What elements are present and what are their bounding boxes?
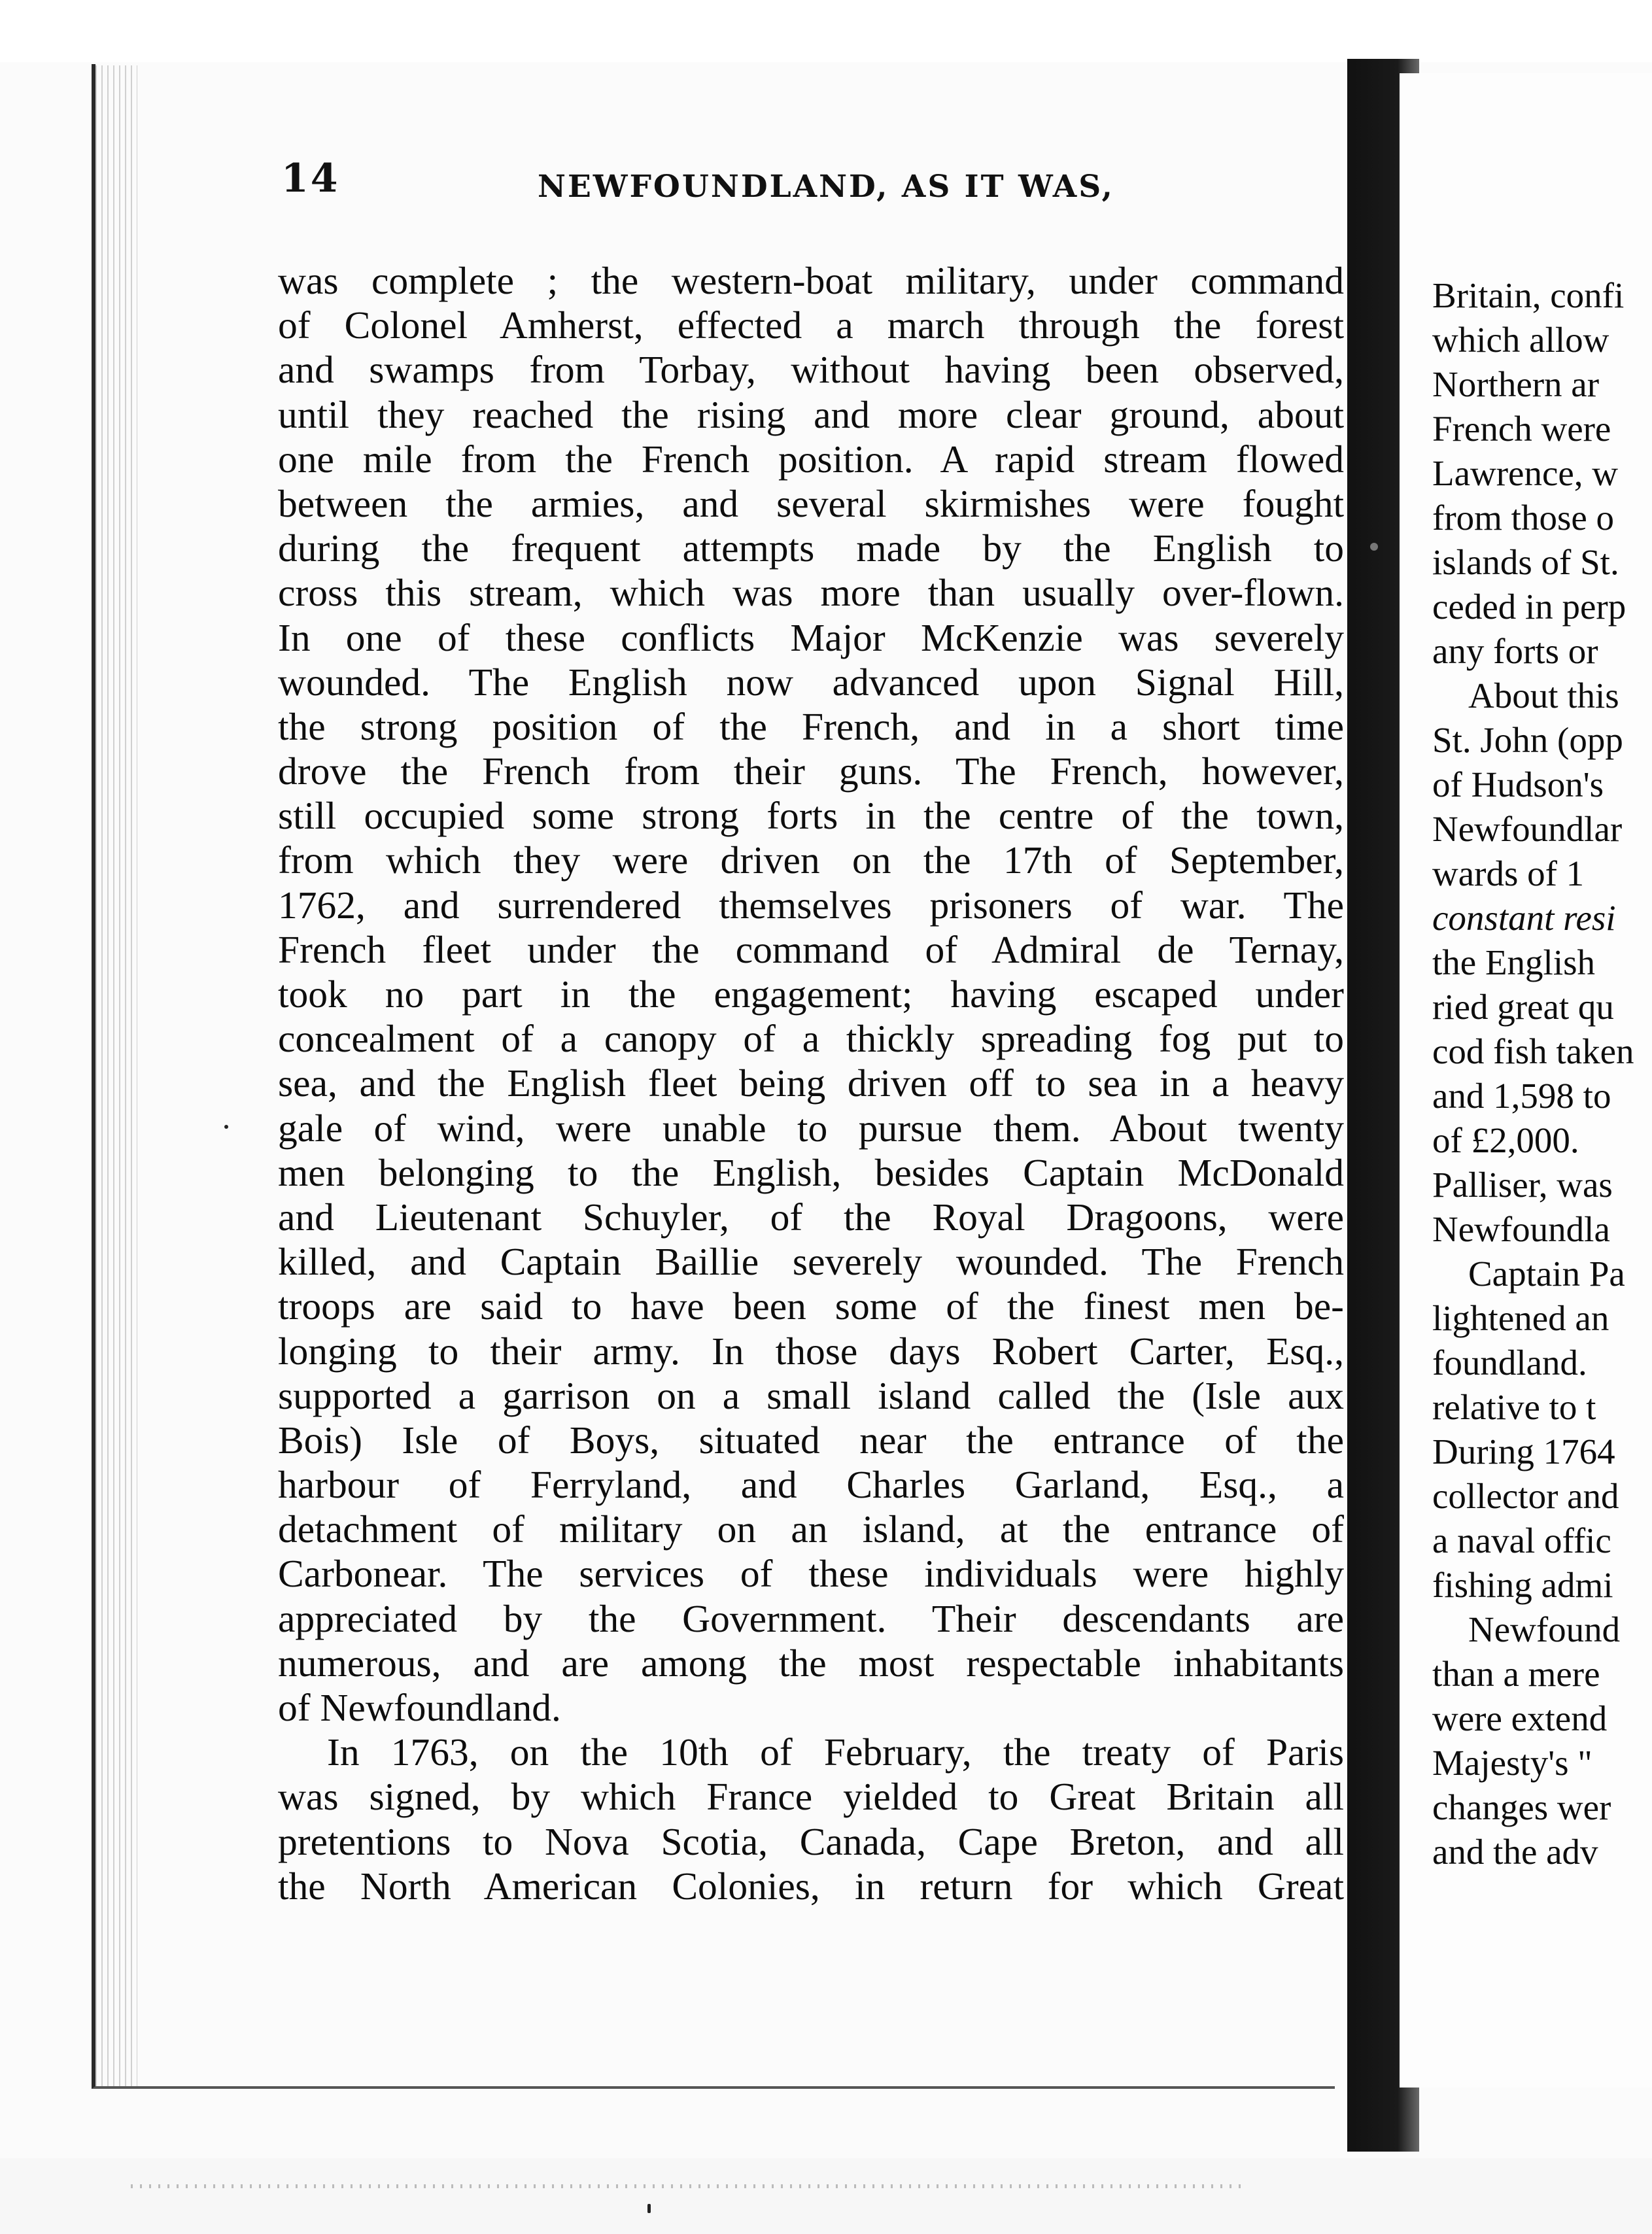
- left-page-body-text: [278, 258, 1344, 1908]
- right-text-line: ried great qu: [1432, 987, 1614, 1027]
- right-text-line: ceded in perp: [1432, 587, 1626, 627]
- right-text-line: than a mere: [1432, 1654, 1600, 1694]
- text-line: sea, and the English fleet being driven off to sea in a heavy: [278, 1061, 1344, 1105]
- text-line: gale of wind, were unable to pursue them. About twenty: [278, 1106, 1344, 1150]
- right-text-line: constant resi: [1432, 898, 1616, 938]
- right-text-line: St. John (opp: [1432, 720, 1623, 760]
- ink-speck: [1370, 543, 1378, 551]
- text-line: of Newfoundland.: [278, 1686, 561, 1729]
- right-text-line: relative to t: [1432, 1387, 1596, 1427]
- text-line: and Lieutenant Schuyler, of the Royal Dragoons, were: [278, 1195, 1344, 1239]
- right-text-line: of Hudson's: [1432, 765, 1604, 804]
- right-text-line: Newfoundla: [1432, 1209, 1610, 1249]
- text-line: killed, and Captain Baillie severely wounded. The French: [278, 1240, 1344, 1284]
- right-text-line: Palliser, was: [1432, 1165, 1613, 1205]
- text-line: appreciated by the Government. Their descendants are: [278, 1596, 1344, 1640]
- page-edge-lines: [95, 65, 137, 2086]
- right-text-line: changes wer: [1432, 1787, 1611, 1827]
- text-line: the strong position of the French, and in a short time: [278, 704, 1344, 748]
- text-line: concealment of a canopy of a thickly spreading fog put to: [278, 1017, 1344, 1061]
- text-line: men belonging to the English, besides Captain McDonald: [278, 1150, 1344, 1194]
- ink-speck: [224, 1125, 228, 1129]
- text-line: In 1763, on the 10th of February, the treaty of Paris: [327, 1730, 1344, 1774]
- right-text-line: cod fish taken: [1432, 1031, 1634, 1071]
- text-line: between the armies, and several skirmishes were fought: [278, 481, 1344, 525]
- right-text-line: lightened an: [1432, 1298, 1609, 1338]
- text-line: was complete ; the western-boat military, under command: [278, 259, 1344, 302]
- right-page-body-text: [1432, 273, 1652, 1974]
- text-line: took no part in the engagement; having escaped under: [278, 972, 1344, 1016]
- right-text-line: the English: [1432, 942, 1596, 982]
- text-line: until they reached the rising and more clear ground, about: [278, 392, 1344, 436]
- text-line: troops are said to have been some of the finest men be-: [278, 1284, 1344, 1328]
- text-line: detachment of military on an island, at the entrance of: [278, 1507, 1344, 1551]
- text-line: Bois) Isle of Boys, situated near the entrance of the: [278, 1418, 1344, 1462]
- scan-bottom-margin: [0, 2158, 1652, 2234]
- right-text-line: any forts or: [1432, 631, 1598, 671]
- text-line: wounded. The English now advanced upon Signal Hill,: [278, 660, 1344, 704]
- text-line: longing to their army. In those days Robert Carter, Esq.,: [278, 1329, 1344, 1373]
- right-text-line: and the adv: [1432, 1832, 1598, 1872]
- right-text-line: collector and: [1432, 1476, 1619, 1516]
- right-text-line: from those o: [1432, 498, 1615, 538]
- text-line: cross this stream, which was more than usually over-flown.: [278, 571, 1344, 615]
- text-line: 1762, and surrendered themselves prisoners of war. The: [278, 883, 1344, 927]
- page-number: 14: [281, 156, 340, 201]
- text-line: supported a garrison on a small island called the (Isle aux: [278, 1373, 1344, 1417]
- running-title: NEWFOUNDLAND, AS IT WAS,: [538, 169, 1114, 205]
- right-text-line: Newfound: [1468, 1609, 1621, 1649]
- ink-speck: [647, 2204, 651, 2213]
- text-line: one mile from the French position. A rapid stream flowed: [278, 437, 1344, 481]
- right-text-line: and 1,598 to: [1432, 1076, 1611, 1116]
- text-line: and swamps from Torbay, without having been observed,: [278, 348, 1344, 392]
- text-line: In one of these conflicts Major McKenzie was severely: [278, 615, 1344, 659]
- text-line: French fleet under the command of Admiral de Ternay,: [278, 927, 1344, 971]
- right-text-line: Captain Pa: [1468, 1254, 1625, 1294]
- text-line: still occupied some strong forts in the centre of the town,: [278, 794, 1344, 838]
- right-text-line: islands of St.: [1432, 542, 1619, 582]
- right-text-line: Newfoundlar: [1432, 809, 1623, 849]
- right-text-line: foundland.: [1432, 1343, 1587, 1383]
- text-line: from which they were driven on the 17th of September,: [278, 838, 1344, 882]
- right-text-line: About this: [1468, 676, 1619, 715]
- scan-top-margin: [0, 0, 1652, 62]
- right-text-line: Britain, confi: [1432, 275, 1625, 315]
- text-line: was signed, by which France yielded to Great Britain all: [278, 1775, 1344, 1819]
- text-line: drove the French from their guns. The French, however,: [278, 749, 1344, 793]
- right-text-line: Northern ar: [1432, 364, 1600, 404]
- right-text-line: fishing admi: [1432, 1565, 1613, 1605]
- right-text-line: of £2,000.: [1432, 1120, 1579, 1160]
- scan-bottom-noise: [131, 2184, 1243, 2188]
- right-text-line: wards of 1: [1432, 853, 1585, 893]
- text-line: pretentions to Nova Scotia, Canada, Cape Breton, and all: [278, 1819, 1344, 1863]
- right-text-line: Lawrence, w: [1432, 453, 1618, 493]
- right-text-line: French were: [1432, 409, 1611, 449]
- text-line: during the frequent attempts made by the English to: [278, 526, 1344, 570]
- text-line: harbour of Ferryland, and Charles Garland, Esq., a: [278, 1463, 1344, 1507]
- right-text-line: a naval offic: [1432, 1521, 1611, 1560]
- text-line: Carbonear. The services of these individuals were highly: [278, 1552, 1344, 1596]
- text-line: of Colonel Amherst, effected a march through the forest: [278, 303, 1344, 347]
- right-text-line: were extend: [1432, 1698, 1608, 1738]
- right-text-line: Majesty's ": [1432, 1743, 1592, 1783]
- text-line: the North American Colonies, in return for which Great: [278, 1864, 1344, 1908]
- text-line: numerous, and are among the most respectable inhabitants: [278, 1641, 1344, 1685]
- right-text-line: During 1764: [1432, 1432, 1615, 1471]
- right-text-line: which allow: [1432, 320, 1609, 360]
